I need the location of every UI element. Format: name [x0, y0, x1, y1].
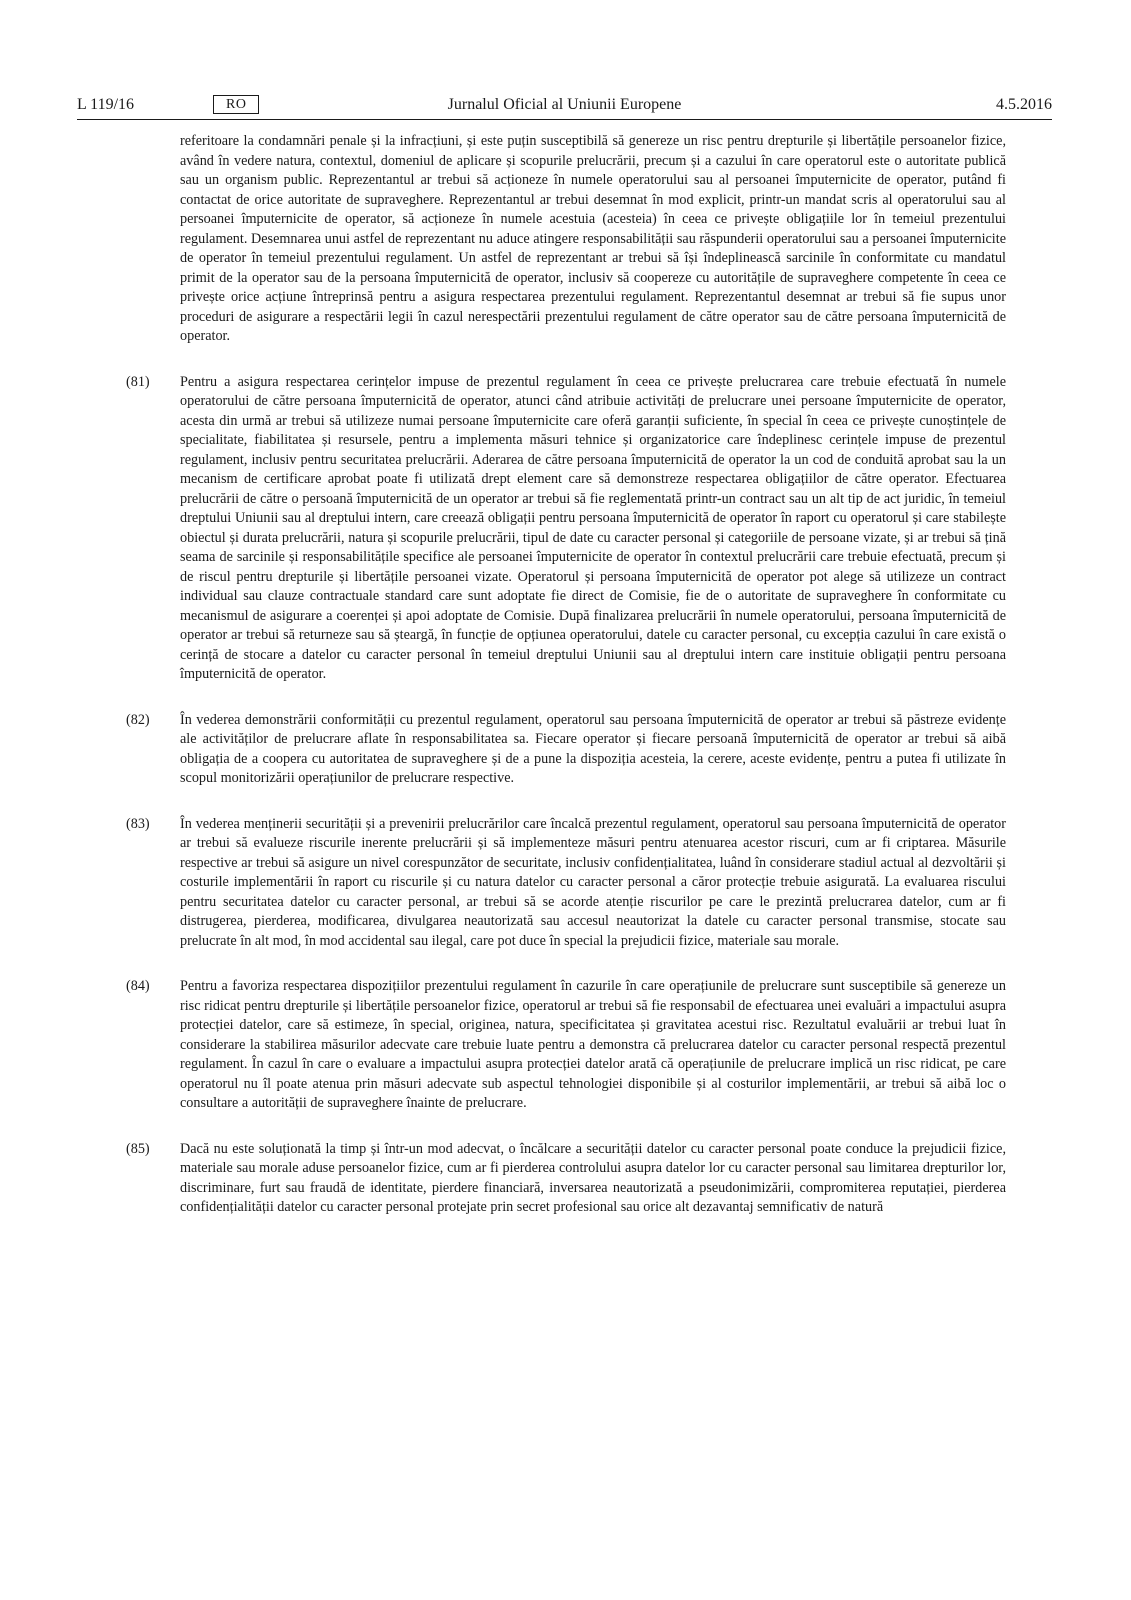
- recital-81: [126, 373, 1006, 685]
- recital-number: (85): [126, 1140, 150, 1157]
- page-reference: L 119/16: [77, 96, 135, 113]
- recital-82: [126, 711, 1006, 789]
- recital-text: Pentru a favoriza respectarea dispozițiilor prezentului regulament în cazurile în care operațiunile de prelucrare sunt susceptibile să genereze un risc ridicat pentru drepturile și libertățile persoanelor fizice, operatorul ar trebui să fie responsabil de efectuarea unei evaluări a impactului asupra protecției datelor, care să estimeze, în special, originea, natura, specificitatea și gravitatea acestui risc. Rezultatul evaluării ar trebui luat în considerare la stabilirea măsurilor adecvate care trebuie luate pentru a demonstra că prelucrarea datelor cu caracter personal respectă prezentul regulament. În cazul în care o evaluare a impactului asupra protecției datelor arată că operațiunile de prelucrare implică un risc ridicat, pe care operatorul nu îl poate atenua prin măsuri adecvate sub aspectul tehnologiei disponibile și al costurilor implementării, ar trebui să aibă loc o consultare a autorității de supraveghere înainte de prelucrare.: [180, 978, 1006, 1111]
- recital-text: În vederea demonstrării conformității cu prezentul regulament, operatorul sau persoana împuternicită de operator ar trebui să păstreze evidențe ale activităților de prelucrare aflate în responsabilitatea sa. Fiecare operator și fiecare persoană împuternicită de operator ar trebui să aibă obligația de a coopera cu autoritatea de supraveghere și de a pune la dispoziția acesteia, la cerere, aceste evidențe, pentru a putea fi utilizate în scopul monitorizării operațiunilor de prelucrare respective.: [180, 711, 1006, 786]
- publication-date: 4.5.2016: [996, 96, 1052, 113]
- journal-title: Jurnalul Oficial al Uniunii Europene: [447, 96, 682, 113]
- recital-83: [126, 815, 1006, 952]
- continuation-paragraph: referitoare la condamnări penale și la infracțiuni, și este puțin susceptibilă să genereze un risc pentru drepturile și libertățile persoanelor fizice, având în vedere natura, contextul, domeniul de aplicare și scopurile prelucrării, precum și a cazului în care operatorul este o autoritate publică sau un organism public. Reprezentantul ar trebui să acționeze în numele operatorului sau al persoanei împuternicite de operator, putând fi contactat de orice autoritate de supraveghere. Reprezentantul ar trebui desemnat în mod explicit, printr-un mandat scris al operatorului sau al persoanei împuternicite de operator, să acționeze în numele acestuia (acesteia) în ceea ce privește obligațiile lor în temeiul prezentului regulament. Desemnarea unui astfel de reprezentant nu aduce atingere responsabilității sau răspunderii operatorului sau a persoanei împuternicite de operator în temeiul prezentului regulament. Un astfel de reprezentant ar trebui să își îndeplinească sarcinile în conformitate cu mandatul primit de la operator sau de la persoana împuternicită de operator, inclusiv să coopereze cu autoritățile de supraveghere competente în ceea ce privește orice acțiune întreprinsă pentru a asigura respectarea prezentului regulament. Reprezentantul desemnat ar trebui să fie supus unor proceduri de asigurare a respectării legii în cazul nerespectării prezentului regulament de către operator sau de către persoana împuternicită de operator.: [180, 133, 1006, 344]
- recital-number: (81): [126, 373, 150, 390]
- page-header: [77, 92, 1052, 118]
- language-badge: RO: [213, 95, 259, 114]
- recital-number: (82): [126, 711, 150, 728]
- header-divider: [77, 119, 1052, 120]
- recital-text: Pentru a asigura respectarea cerințelor impuse de prezentul regulament în ceea ce privește prelucrarea care trebuie efectuată în numele operatorului de către persoana împuternicită de operator, atunci când atribuie activități de prelucrare unei persoane împuternicite de operator, acesta din urmă ar trebui să utilizeze numai persoane împuternicite care oferă garanții suficiente, în special în ceea ce privește cunoștințele de specialitate, fiabilitatea și resursele, pentru a implementa măsuri tehnice și organizatorice care îndeplinesc cerințele impuse de prezentul regulament, inclusiv pentru securitatea prelucrării. Aderarea de către persoana împuternicită de operator la un cod de conduită aprobat sau la un mecanism de certificare aprobat poate fi utilizată drept element care să demonstreze respectarea obligațiilor de către operator. Efectuarea prelucrării de către o persoană împuternicită de un operator ar trebui să fie reglementată printr-un contract sau un alt tip de act juridic, în temeiul dreptului Uniunii sau al dreptului intern, care creează obligații pentru persoana împuternicită de operator în raport cu operatorul și care stabilește obiectul și durata prelucrării, natura și scopurile prelucrării, tipul de date cu caracter personal și categoriile de persoane vizate, și ar trebui să țină seama de sarcinile și responsabilitățile specifice ale persoanei împuternicite de operator în contextul prelucrării care trebuie efectuată, precum și de riscul pentru drepturile și libertățile persoanei vizate. Operatorul și persoana împuternicită de operator pot alege să utilizeze un contract individual sau clauze contractuale standard care sunt adoptate fie direct de Comisie, fie de o autoritate de supraveghere în conformitate cu mecanismul de asigurare a coerenței și apoi adoptate de Comisie. După finalizarea prelucrării în numele operatorului, persoana împuternicită de operator ar trebui să returneze sau să șteargă, în funcție de opțiunea operatorului, datele cu caracter personal, cu excepția cazului în care există o cerință de stocare a datelor cu caracter personal în temeiul dreptului Uniunii sau al dreptului intern care instituie obligații pentru persoana împuternicită de operator.: [180, 373, 1006, 682]
- recital-text: În vederea menținerii securității și a prevenirii prelucrărilor care încalcă prezentul regulament, operatorul sau persoana împuternicită de operator ar trebui să evalueze riscurile inerente prelucrării și să implementeze măsuri pentru atenuarea acestor riscuri, cum ar fi criptarea. Măsurile respective ar trebui să asigure un nivel corespunzător de securitate, inclusiv confidențialitatea, luând în considerare stadiul actual al dezvoltării și costurile implementării în raport cu riscurile și cu natura datelor cu caracter personal a căror protecție trebuie asigurată. La evaluarea riscului pentru securitatea datelor cu caracter personal, ar trebui să se acorde atenție riscurilor pe care le prezintă prelucrarea datelor, cum ar fi distrugerea, pierderea, modificarea, divulgarea neautorizată sau accesul neautorizat la datele cu caracter personal transmise, stocate sau prelucrate în alt mod, în mod accidental sau ilegal, care pot duce în special la prejudicii fizice, materiale sau morale.: [180, 815, 1006, 949]
- recital-text: Dacă nu este soluționată la timp și într-un mod adecvat, o încălcare a securității datelor cu caracter personal poate conduce la prejudicii fizice, materiale sau morale aduse persoanelor fizice, cum ar fi pierderea controlului asupra datelor lor cu caracter personal sau limitarea drepturilor lor, discriminare, furt sau fraudă de identitate, pierdere financiară, inversarea neautorizată a pseudonimizării, compromiterea reputației, pierderea confidențialității datelor cu caracter personal protejate prin secret profesional sau orice alt dezavantaj semnificativ de natură: [180, 1140, 1006, 1215]
- recital-number: (83): [126, 815, 150, 832]
- recital-number: (84): [126, 978, 150, 994]
- document-body: [126, 132, 1006, 1244]
- recital-85: [126, 1140, 1006, 1218]
- recital-84: [126, 977, 1006, 1114]
